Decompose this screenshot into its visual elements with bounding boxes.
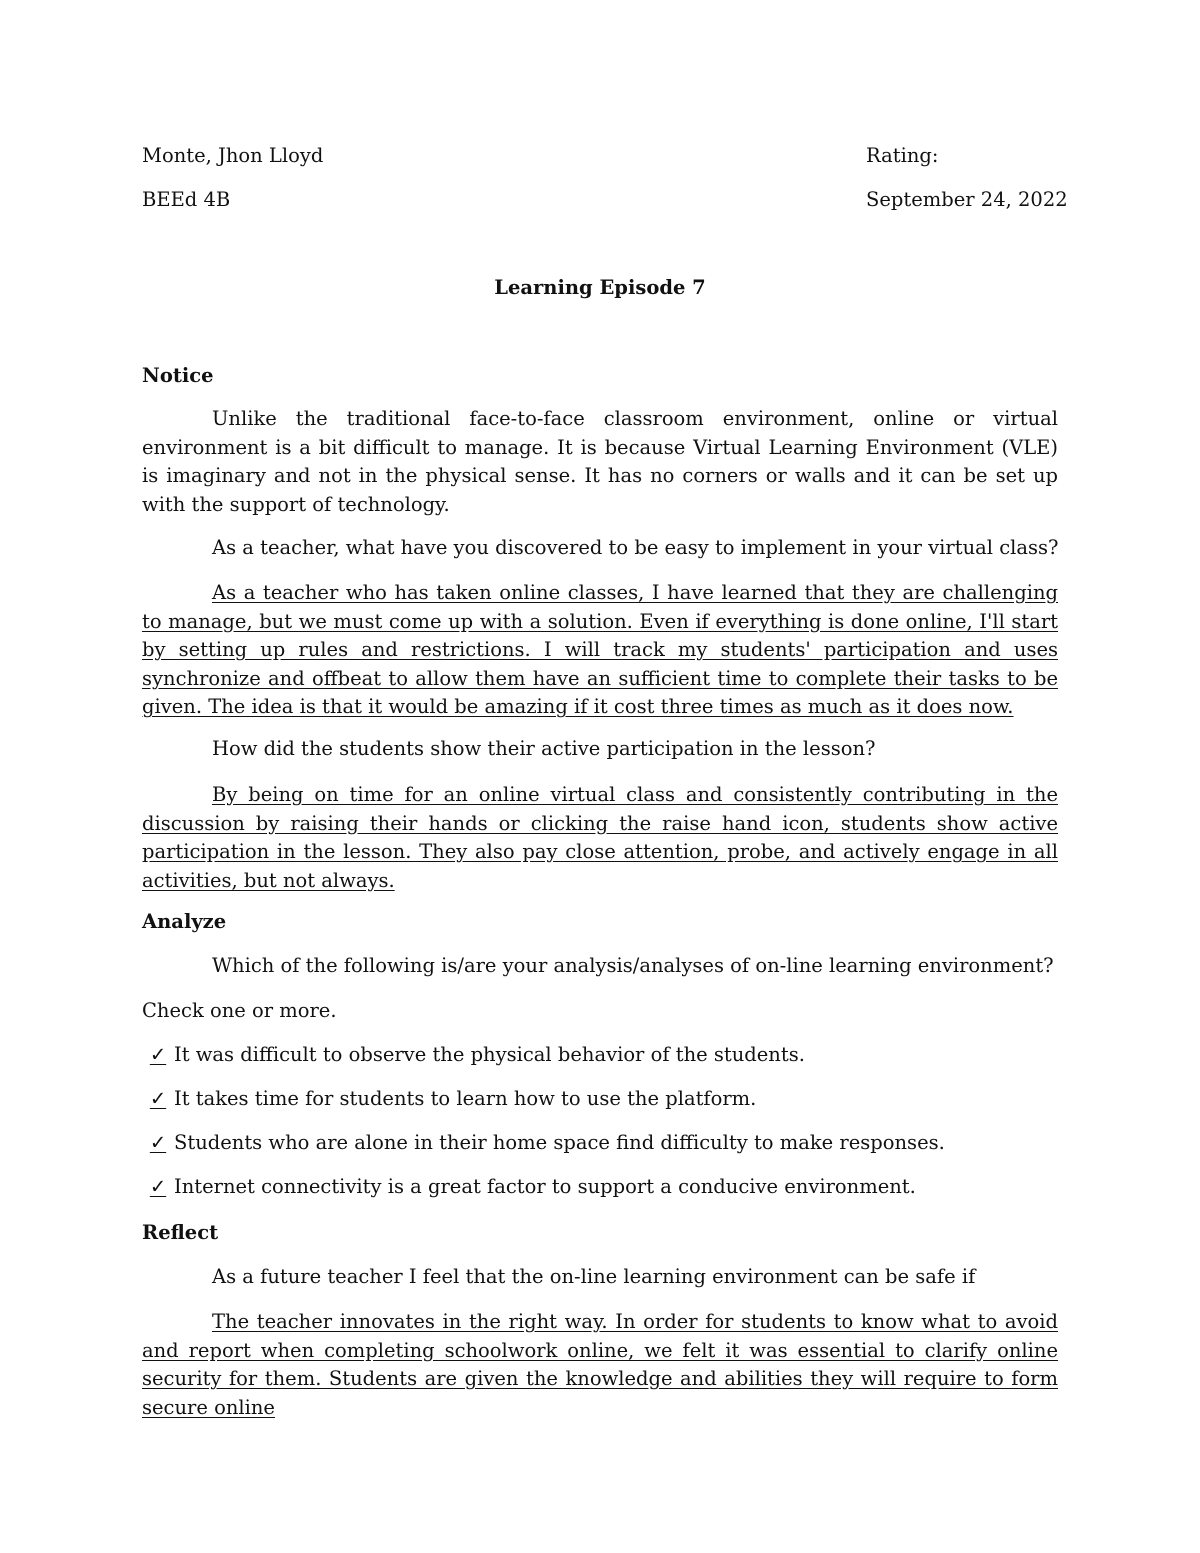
- reflect-answer: The teacher innovates in the right way. In order for students to know what to avoid and report when completing schoolwork online, we felt it was essential to clarify online security for them. Students are given the knowledge and abilities they will require to form secure online: [142, 1310, 1058, 1419]
- reflect-heading: Reflect: [142, 1221, 219, 1244]
- checkmark-icon: ✓: [149, 1175, 167, 1198]
- checkmark-icon: ✓: [149, 1043, 167, 1066]
- checklist-item-label: It takes time for students to learn how to use the platform.: [174, 1087, 757, 1110]
- notice-heading: Notice: [142, 364, 214, 387]
- analyze-instruction: Check one or more.: [142, 999, 337, 1022]
- student-name: Monte, Jhon Lloyd: [142, 144, 324, 167]
- notice-question-2: How did the students show their active participation in the lesson?: [212, 737, 876, 760]
- checkmark-icon: ✓: [149, 1087, 167, 1110]
- checklist-item: [142, 1043, 805, 1066]
- checklist-item: [142, 1131, 945, 1154]
- notice-answer-1: As a teacher who has taken online classes, I have learned that they are challenging to manage, but we must come up with a solution. Even if everything is done online, I'll start by setting up rules and restrictions. I will track my students' participation and uses synchronize and offbeat to allow them have an sufficient time to complete their tasks to be given. The idea is that it would be amazing if it cost three times as much as it does now.: [142, 581, 1058, 719]
- notice-question-1: As a teacher, what have you discovered to be easy to implement in your virtual class?: [212, 536, 1059, 559]
- analyze-heading: Analyze: [142, 910, 227, 933]
- checkmark-icon: ✓: [149, 1131, 167, 1154]
- rating-label: Rating:: [866, 144, 939, 167]
- checklist-item-label: It was difficult to observe the physical behavior of the students.: [174, 1043, 805, 1066]
- reflect-prompt: As a future teacher I feel that the on-line learning environment can be safe if: [212, 1265, 976, 1288]
- checklist-item-label: Students who are alone in their home space find difficulty to make responses.: [174, 1131, 945, 1154]
- analyze-question: Which of the following is/are your analysis/analyses of on-line learning environment?: [212, 954, 1054, 977]
- document-title: Learning Episode 7: [494, 276, 706, 299]
- checklist-item-label: Internet connectivity is a great factor to support a conducive environment.: [174, 1175, 916, 1198]
- checklist-item: [142, 1175, 916, 1198]
- checklist-item: [142, 1087, 756, 1110]
- notice-answer-2: By being on time for an online virtual class and consistently contributing in the discussion by raising their hands or clicking the raise hand icon, students show active participation in the lesson. They also pay close attention, probe, and actively engage in all activities, but not always.: [142, 783, 1058, 892]
- notice-intro: Unlike the traditional face-to-face classroom environment, online or virtual environment is a bit difficult to manage. It is because Virtual Learning Environment (VLE) is imaginary and not in the physical sense. It has no corners or walls and it can be set up with the support of technology.: [142, 407, 1058, 516]
- document-date: September 24, 2022: [866, 188, 1068, 211]
- student-section: BEEd 4B: [142, 188, 231, 211]
